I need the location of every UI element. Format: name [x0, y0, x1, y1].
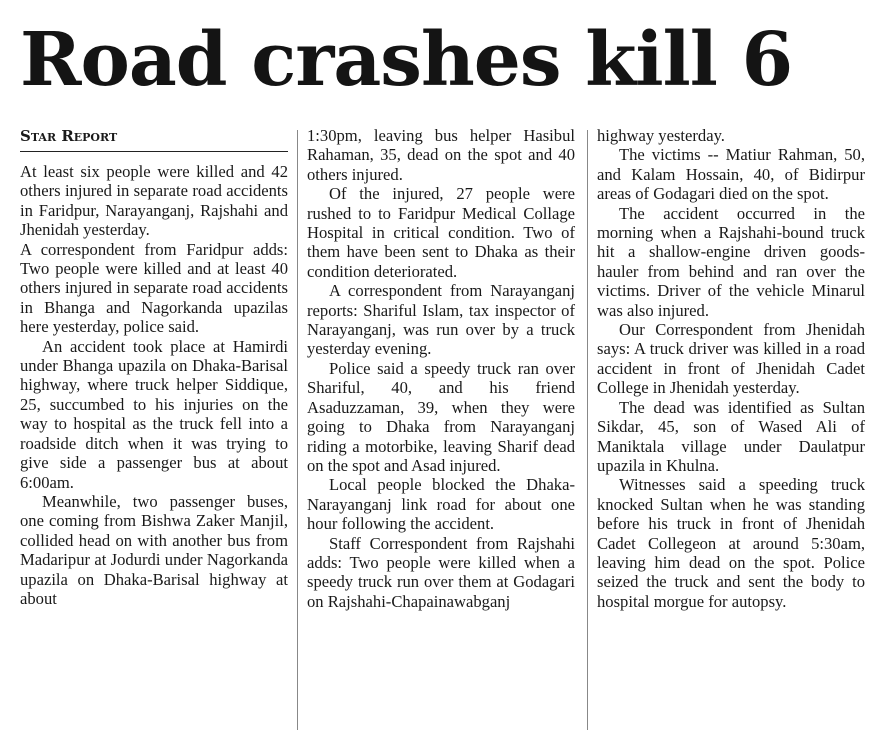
column-divider: [587, 130, 588, 730]
paragraph: Our Correspondent from Jhenidah says: A truck driver was killed in a road accident in front of Jhenidah Cadet College in Jhenidah yesterday.: [597, 320, 865, 398]
paragraph: The victims -- Matiur Rahman, 50, and Kalam Hossain, 40, of Bidirpur areas of Godagari died on the spot.: [597, 145, 865, 204]
column-1: [20, 126, 288, 608]
paragraph: Staff Correspondent from Rajshahi adds: Two people were killed when a speedy truck run over them at Godagari on Rajshahi-Chapainawabganj: [307, 533, 575, 611]
paragraph: Meanwhile, two passenger buses, one coming from Bishwa Zaker Manjil, collided head on with another bus from Madaripur at Jodurdi under Nagorkanda upazila on Dhaka-Barisal highway at about: [20, 491, 288, 608]
paragraph: highway yesterday.: [597, 126, 725, 145]
paragraph: Police said a speedy truck ran over Shariful, 40, and his friend Asaduzzaman, 39, when they were going to Dhaka from Narayanganj riding a motorbike, leaving Sharif dead on the spot and Asad injured.: [307, 358, 575, 475]
headline: Road crashes kill 6: [20, 17, 793, 103]
column-3: [597, 126, 865, 611]
paragraph: Of the injured, 27 people were rushed to to Faridpur Medical Collage Hospital in critical condition. Two of them have been sent to Dhaka as their condition deteriorated.: [307, 184, 575, 281]
byline: Star Report: [20, 126, 288, 152]
paragraph: Local people blocked the Dhaka-Narayanganj link road for about one hour following the accident.: [307, 475, 575, 534]
paragraph: The dead was identified as Sultan Sikdar, 45, son of Wased Ali of Maniktala village under Daulatpur upazila in Khulna.: [597, 397, 865, 475]
column-divider: [297, 130, 298, 730]
column-2: [307, 126, 575, 611]
paragraph: A correspondent from Narayanganj reports: Shariful Islam, tax inspector of Narayanganj, was run over by a truck yesterday evening.: [307, 281, 575, 359]
paragraph: An accident took place at Hamirdi under Bhanga upazila on Dhaka-Barisal highway, where truck helper Siddique, 25, succumbed to his injuries on the way to hospital as the truck fell into a roadside ditch when it was trying to give side a passenger bus at about 6:00am.: [20, 336, 288, 492]
paragraph: At least six people were killed and 42 others injured in separate road accidents in Faridpur, Narayanganj, Rajshahi and Jhenidah yesterday.: [20, 162, 288, 240]
paragraph: Witnesses said a speeding truck knocked Sultan when he was standing before his truck in front of Jhenidah Cadet Collegeon at around 5:30am, leaving him dead on the spot. Police seized the truck and sent the body to hospital morgue for autopsy.: [597, 475, 865, 611]
paragraph: 1:30pm, leaving bus helper Hasibul Rahaman, 35, dead on the spot and 40 others injured.: [307, 126, 575, 184]
paragraph: A correspondent from Faridpur adds: Two people were killed and at least 40 others injured in separate road accidents in Bhanga and Nagorkanda upazilas here yesterday, police said.: [20, 239, 288, 337]
paragraph: The accident occurred in the morning when a Rajshahi-bound truck hit a shallow-engine driven goods-hauler from behind and ran over the victims. Driver of the vehicle Minarul was also injured.: [597, 203, 865, 320]
